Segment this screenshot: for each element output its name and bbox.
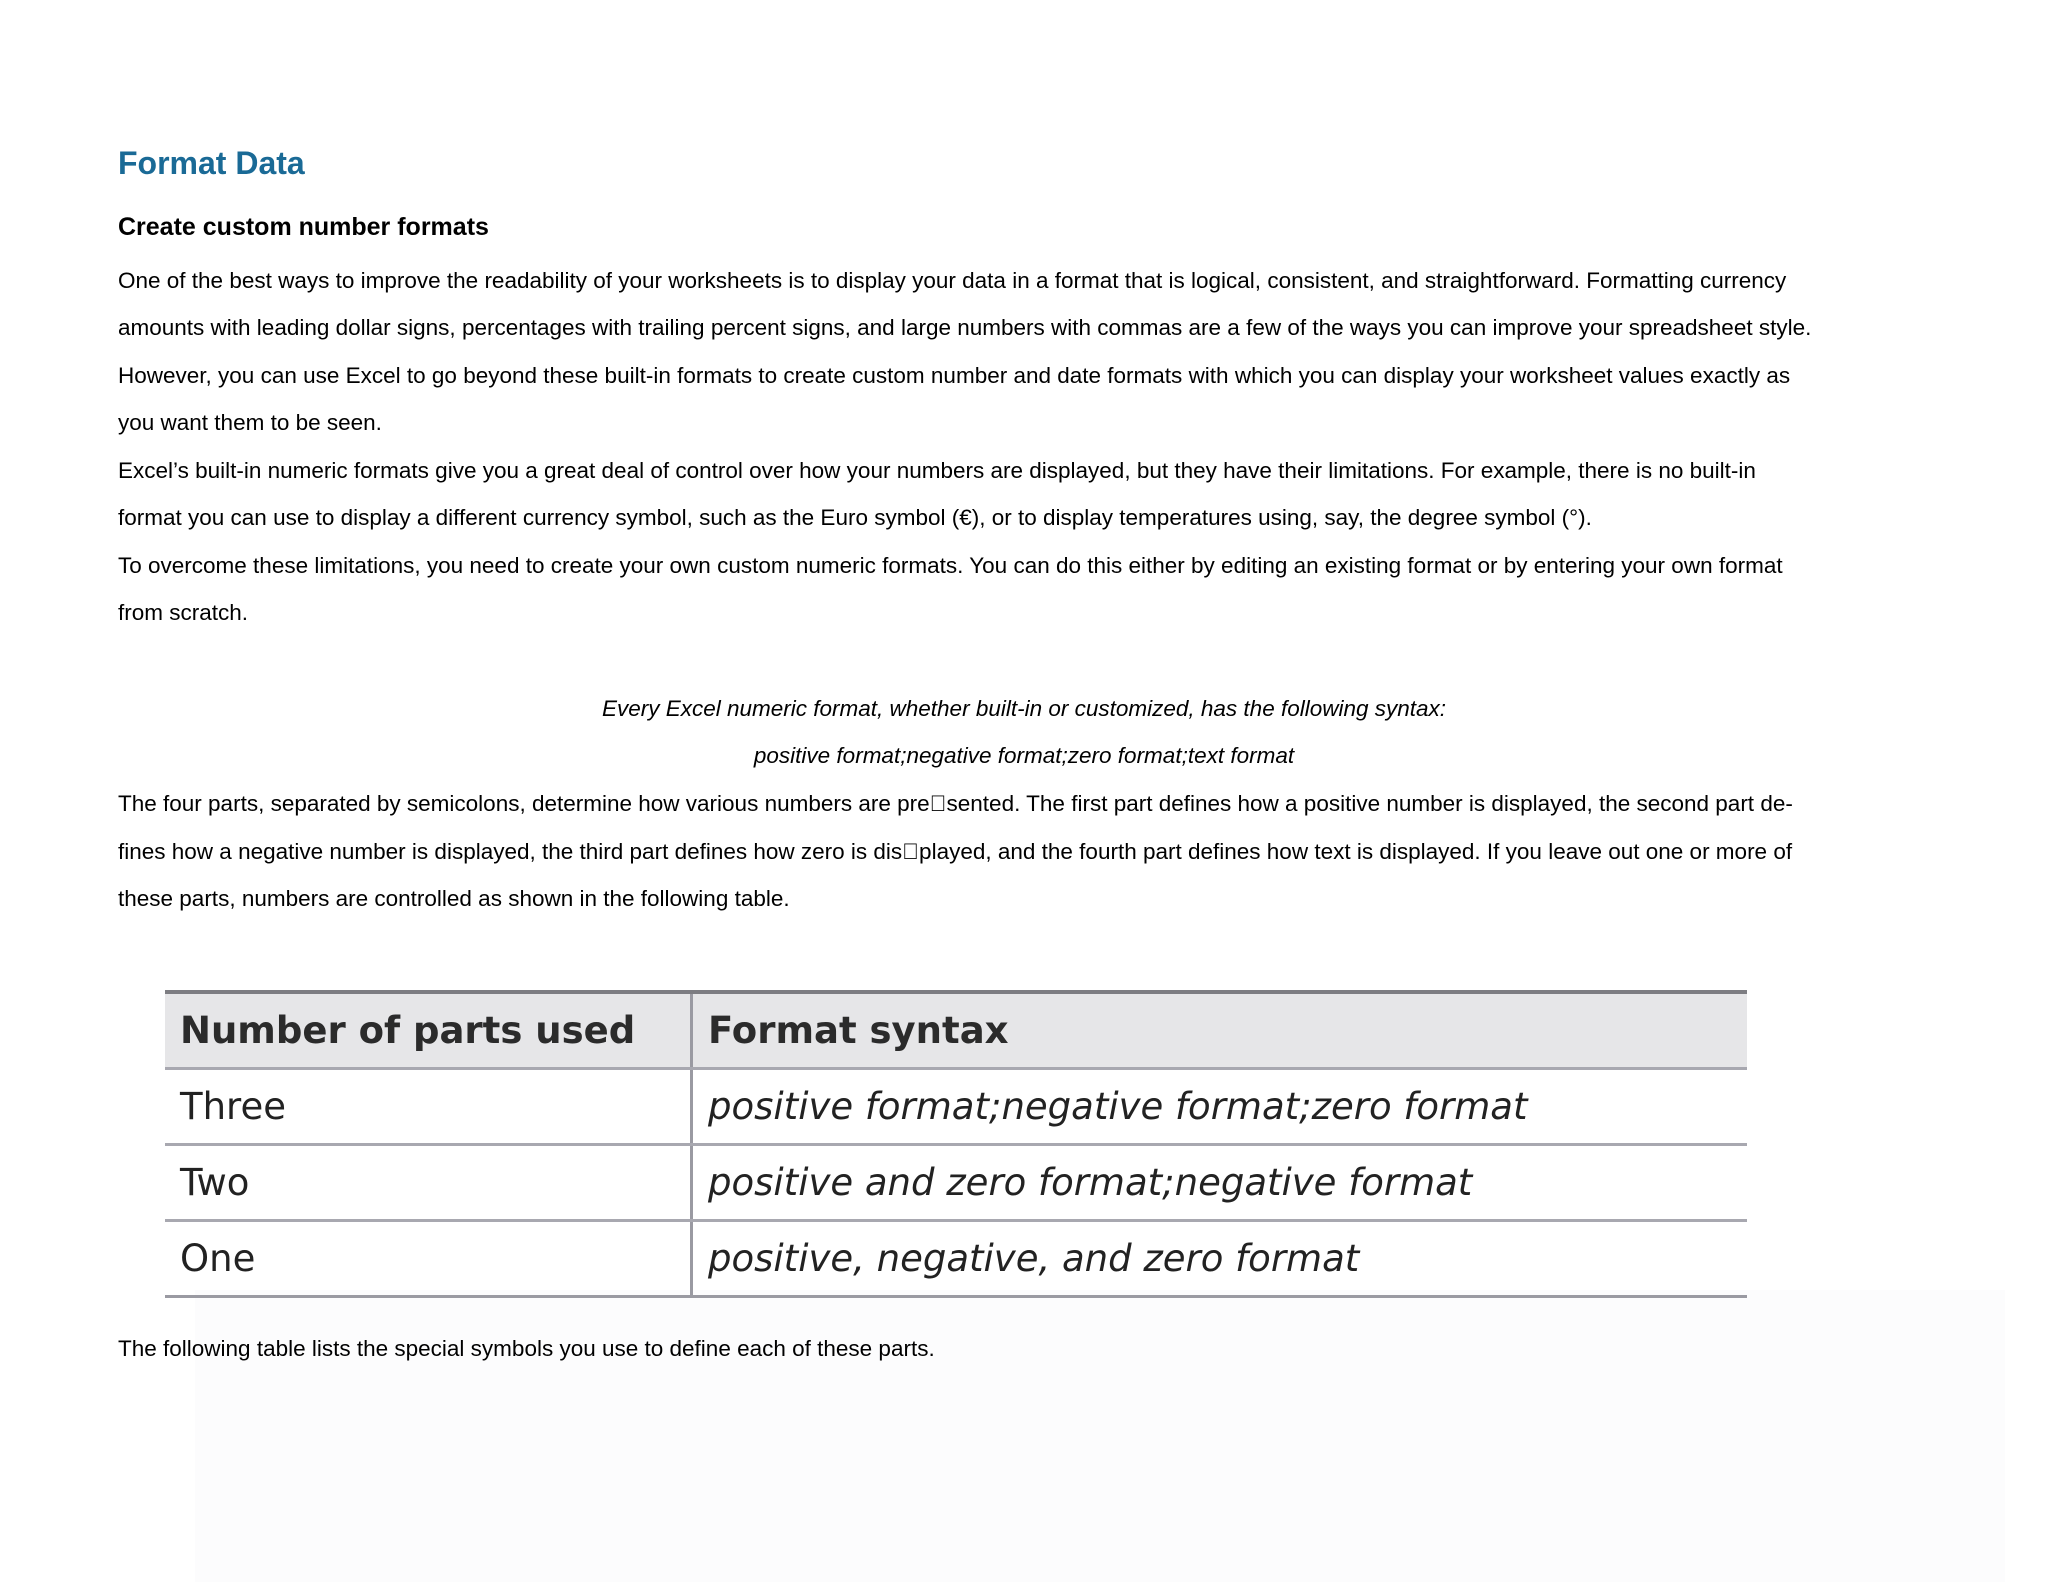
paragraph-2-line-1: Excel’s built-in numeric formats give you a great deal of control over how your numbers are displayed, but they have their limitations. For example, there is no built-in	[118, 458, 1756, 483]
table-cell-syntax: positive format;negative format;zero format	[692, 1069, 1748, 1145]
paragraph-1-line-3: However, you can use Excel to go beyond these built-in formats to create custom number and date formats with which you can display your worksheet values exactly as	[118, 363, 1791, 388]
table-cell-syntax: positive and zero format;negative format	[692, 1145, 1748, 1221]
page-title: Format Data	[118, 145, 305, 181]
table-row	[165, 1069, 1747, 1145]
paragraph-1-line-4: you want them to be seen.	[118, 410, 382, 435]
syntax-intro: Every Excel numeric format, whether built-in or customized, has the following syntax:	[601, 696, 1447, 721]
table-cell-syntax: positive, negative, and zero format	[692, 1221, 1748, 1297]
format-parts-table	[165, 990, 1747, 1298]
table-cell-parts: One	[165, 1221, 692, 1297]
paragraph-4-line-3: these parts, numbers are controlled as shown in the following table.	[118, 886, 790, 911]
paragraph-4-line-2: fines how a negative number is displayed, the third part defines how zero is dis played, and the fourth part defines how text is displayed. If you leave out one or more of	[118, 839, 1793, 864]
table-header-row	[165, 992, 1747, 1069]
table-cell-parts: Two	[165, 1145, 692, 1221]
closing-paragraph: The following table lists the special symbols you use to define each of these parts.	[118, 1336, 935, 1361]
paragraph-2-line-2: format you can use to display a different currency symbol, such as the Euro symbol (€), or to display temperatures using, say, the degree symbol (°).	[118, 505, 1592, 530]
paragraph-3-line-2: from scratch.	[118, 600, 249, 625]
paragraph-1-line-1: One of the best ways to improve the readability of your worksheets is to display your data in a format that is logical, consistent, and straightforward. Formatting currency	[118, 268, 1787, 293]
table-row	[165, 1145, 1747, 1221]
table-header-cell: Format syntax	[692, 992, 1748, 1069]
paragraph-3-line-1: To overcome these limitations, you need to create your own custom numeric formats. You can do this either by editing an existing format or by entering your own format	[118, 553, 1783, 578]
paragraph-1-line-2: amounts with leading dollar signs, percentages with trailing percent signs, and large numbers with commas are a few of the ways you can improve your spreadsheet style.	[118, 315, 1812, 340]
table-row	[165, 1221, 1747, 1297]
syntax-line: positive format;negative format;zero format;text format	[753, 743, 1295, 768]
section-heading: Create custom number formats	[118, 213, 489, 241]
table-header-cell: Number of parts used	[165, 992, 692, 1069]
paragraph-4-line-1: The four parts, separated by semicolons, determine how various numbers are pre sented. The first part defines how a positive number is displayed, the second part de-	[118, 791, 1793, 816]
table-cell-parts: Three	[165, 1069, 692, 1145]
